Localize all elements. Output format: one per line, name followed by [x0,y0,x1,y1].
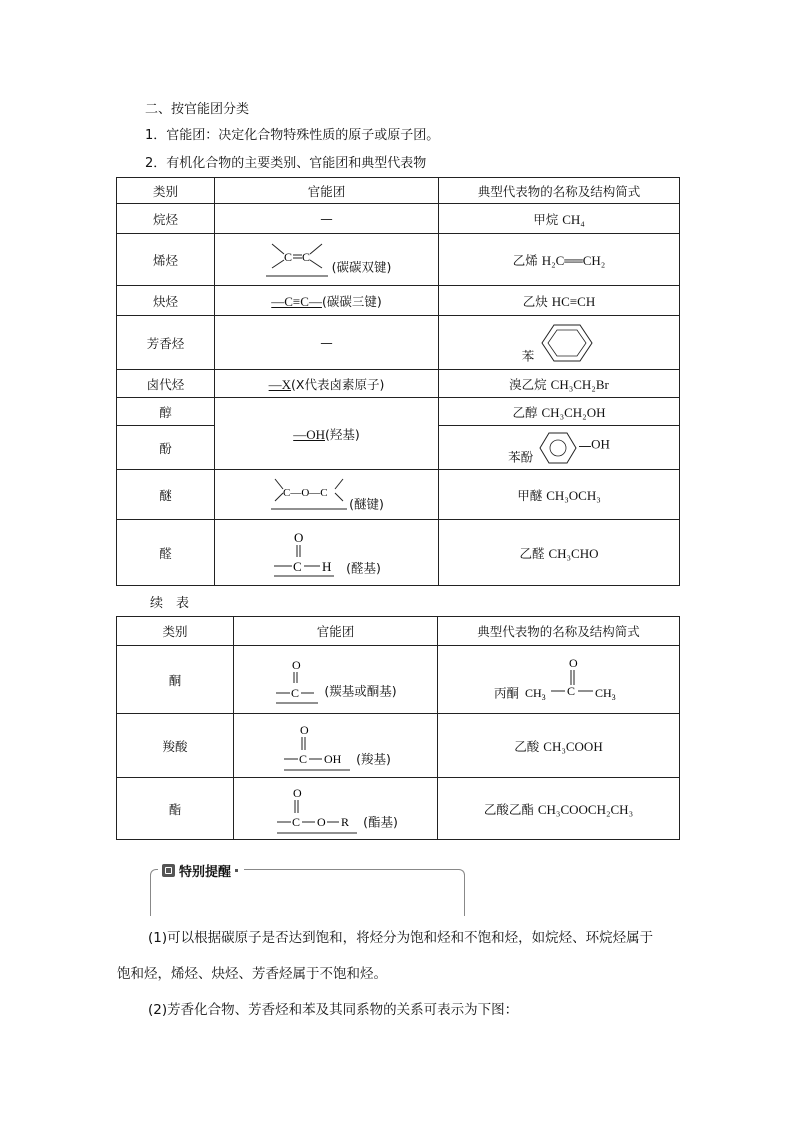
representative-cell: 乙烯 H₂C══CH₂ [439,234,680,286]
table-row [117,204,680,234]
table-row [117,778,680,840]
header-category: 类别 [117,617,234,646]
svg-text:C: C [292,814,301,829]
svg-text:C: C [293,558,302,574]
group-cell: C—O—C (醚键) [215,470,439,520]
carboxyl-group-structure [280,720,356,772]
svg-text:O: O [569,655,578,670]
representative-cell: 乙酸 CH₃COOH [438,714,680,778]
category-cell: 酯 [117,778,234,840]
svg-text:R: R [341,814,350,829]
section-heading: 二、按官能团分类 [145,102,250,117]
representative-cell: 甲烷 CH₄ [439,204,680,234]
category-cell: 醚 [117,470,215,520]
group-cell: O C O R (酯基) [234,778,438,840]
functional-group-table-continued [116,616,680,840]
table-row [117,520,680,586]
table-row [117,286,680,316]
category-cell: 酚 [117,426,215,470]
header-representative: 典型代表物的名称及结构简式 [438,617,680,646]
benzene-ring-icon [538,321,596,365]
table-row [117,470,680,520]
svg-text:O: O [317,814,326,829]
svg-text:C: C [291,685,300,700]
note-paragraph-1: (1)可以根据碳原子是否达到饱和，将烃分为饱和烃和不饱和烃，如烷烃、环烷烃属于 [148,930,654,946]
representative-cell: 苯 [439,316,680,370]
svg-text:C: C [299,751,308,766]
header-group: 官能团 [215,178,439,204]
svg-text:O: O [300,722,309,737]
svg-text:C: C [283,249,292,264]
category-cell: 羧酸 [117,714,234,778]
representative-cell: 丙酮 O $CH_3$ C $CH_3$ [438,646,680,714]
table-row [117,714,680,778]
category-cell: 醇 [117,398,215,426]
category-cell: 酮 [117,646,234,714]
category-cell: 醛 [117,520,215,586]
special-note-title: 特别提醒 [158,861,244,880]
svg-text:CH3: $CH_3$ [595,685,616,702]
category-cell: 卤代烃 [117,370,215,398]
phenol-ring-icon [537,430,579,466]
svg-text:OH: OH [324,751,342,766]
representative-cell: 甲醚 CH₃OCH₃ [439,470,680,520]
group-cell: O C H (醛基) [215,520,439,586]
group-cell: —OH(羟基) [215,398,439,470]
aldehyde-group-structure [272,528,346,578]
table-row [117,398,680,426]
table-header-row [117,178,680,204]
representative-cell: 乙醇 CH₃CH₂OH [439,398,680,426]
svg-text:O: O [293,785,302,800]
continued-table-label: 续 表 [150,596,190,611]
category-cell: 烯烃 [117,234,215,286]
table-row [117,646,680,714]
representative-cell: 苯酚 OH [439,426,680,470]
group-cell: C C (碳碳双键) [215,234,439,286]
functional-group-table [116,177,680,586]
note-paragraph-1-continued: 饱和烃，烯烃、炔烃、芳香烃属于不饱和烃。 [117,966,387,982]
alkene-double-bond-structure [262,238,332,282]
svg-text:C: C [301,249,310,264]
carbonyl-group-structure [274,655,324,705]
note-paragraph-2: (2)芳香化合物、芳香烃和苯及其同系物的关系可表示为下图： [148,1002,519,1018]
group-cell: — [215,316,439,370]
svg-text:C: C [567,683,576,698]
header-representative: 典型代表物的名称及结构简式 [439,178,680,204]
group-cell: —X(X代表卤素原子) [215,370,439,398]
ether-bond-structure [269,475,349,515]
table-header-row [117,617,680,646]
category-cell: 炔烃 [117,286,215,316]
svg-text:O: O [292,657,302,672]
representative-cell: 溴乙烷 CH₃CH₂Br [439,370,680,398]
group-cell: O C OH (羧基) [234,714,438,778]
group-cell: O C (羰基或酮基) [234,646,438,714]
svg-text:O: O [294,529,304,545]
acetone-structure [523,653,623,707]
note-icon [162,864,175,877]
group-cell: — [215,204,439,234]
category-cell: 芳香烃 [117,316,215,370]
header-group: 官能团 [234,617,438,646]
representative-cell: 乙炔 HC≡CH [439,286,680,316]
svg-text:CH3: $CH_3$ [525,685,546,702]
header-category: 类别 [117,178,215,204]
svg-text:H: H [322,558,332,574]
svg-text:C—O—C: C—O—C [283,486,328,499]
representative-cell: 乙酸乙酯 CH₃COOCH₂CH₃ [438,778,680,840]
representative-cell: 乙醛 CH₃CHO [439,520,680,586]
table-row [117,316,680,370]
point-1: 1．官能团：决定化合物特殊性质的原子或原子团。 [145,128,440,143]
table-row [117,370,680,398]
table-row [117,234,680,286]
category-cell: 烷烃 [117,204,215,234]
point-2: 2．有机化合物的主要类别、官能团和典型代表物 [145,156,427,171]
ester-group-structure [273,783,363,835]
group-cell: —C≡C—(碳碳三键) [215,286,439,316]
